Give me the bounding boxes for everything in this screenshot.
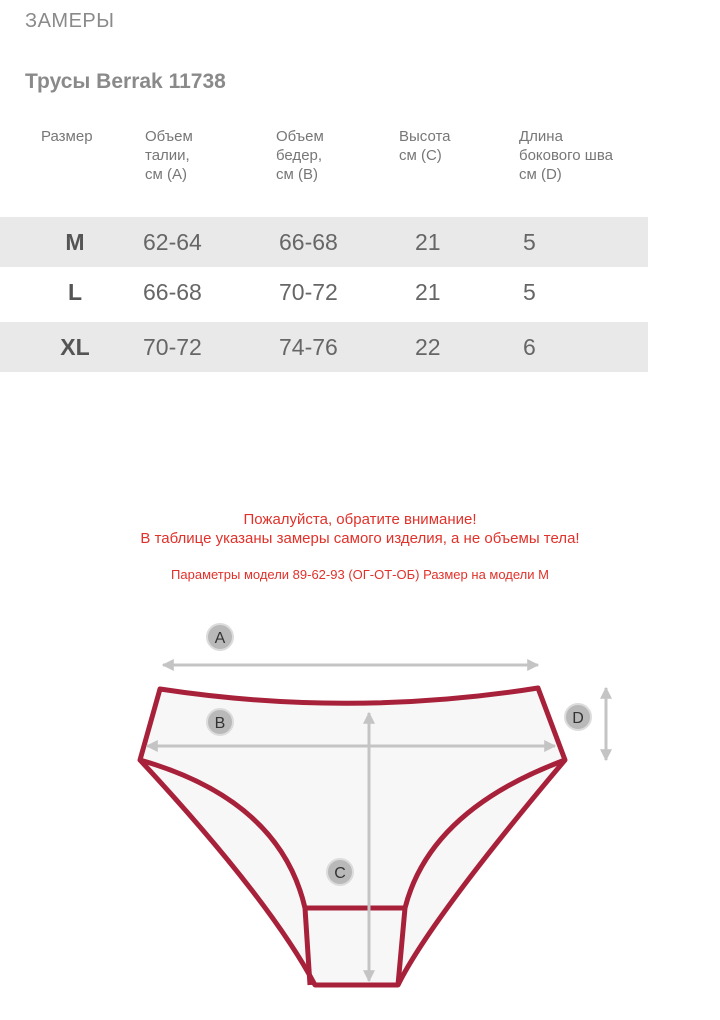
badge-a (207, 624, 233, 650)
cell-size: M (65, 229, 85, 255)
badge-b-label: B (214, 715, 226, 732)
briefs-outline (140, 688, 565, 985)
header-side-seam: Длина бокового шва см (D) (519, 128, 613, 183)
cell-height: 21 (415, 279, 441, 305)
badge-a-label: A (214, 630, 226, 647)
badge-c (327, 859, 353, 885)
header-height: Высота см (С) (399, 128, 451, 164)
model-parameters: Параметры модели 89-62-93 (ОГ-ОТ-ОБ) Размер на модели M (171, 567, 549, 582)
table-row (0, 322, 648, 372)
table-row (0, 217, 648, 267)
badge-d-label: D (572, 710, 584, 727)
cell-size: XL (60, 334, 90, 360)
header-size: Размер (41, 128, 93, 145)
cell-waist: 66-68 (143, 279, 202, 305)
cell-hips: 70-72 (279, 279, 338, 305)
cell-height: 22 (415, 334, 441, 360)
table-row (0, 267, 648, 317)
product-title: Трусы Berrak 11738 (25, 70, 226, 93)
cell-height: 21 (415, 229, 441, 255)
cell-size: L (67, 279, 83, 305)
cell-waist: 70-72 (143, 334, 202, 360)
cell-side: 5 (523, 279, 536, 305)
measurement-diagram (0, 600, 720, 1020)
cell-waist: 62-64 (143, 229, 202, 255)
cell-hips: 66-68 (279, 229, 338, 255)
section-title: ЗАМЕРЫ (25, 10, 115, 32)
badge-c-label: C (334, 865, 346, 882)
cell-side: 6 (523, 334, 536, 360)
badge-d (565, 704, 591, 730)
cell-hips: 74-76 (279, 334, 338, 360)
header-waist: Объем талии, см (А) (145, 128, 193, 183)
notice-line-2: В таблице указаны замеры самого изделия, а не объемы тела! (140, 530, 580, 547)
cell-side: 5 (523, 229, 536, 255)
badge-b (207, 709, 233, 735)
header-hips: Объем бедер, см (В) (276, 128, 324, 183)
notice-line-1: Пожалуйста, обратите внимание! (243, 511, 477, 528)
